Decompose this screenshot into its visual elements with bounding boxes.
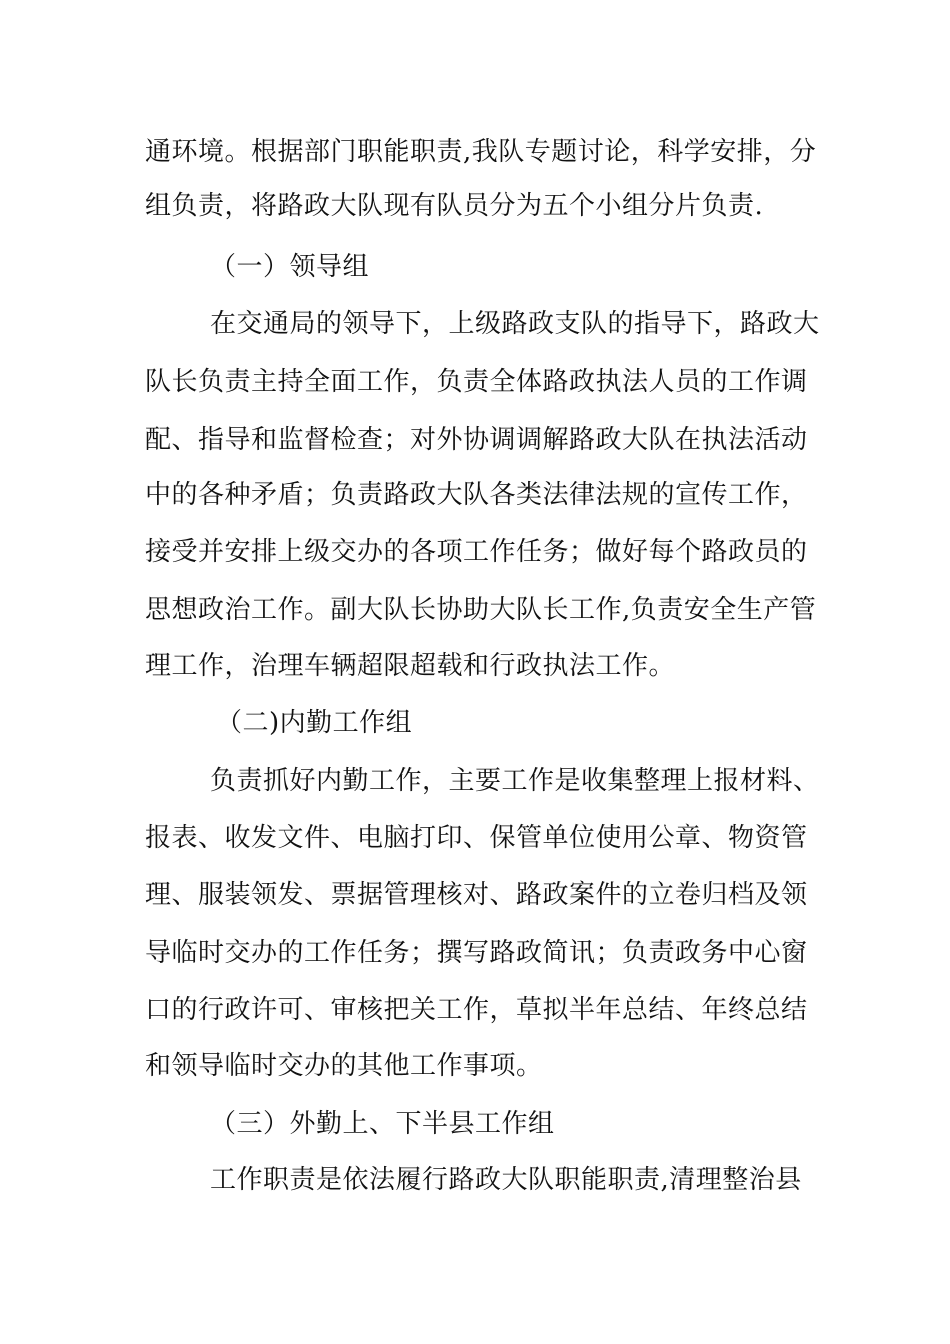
paragraph-line: 队长负责主持全面工作，负责全体路政执法人员的工作调	[145, 367, 808, 397]
paragraph-line: 中的各种矛盾；负责路政大队各类法律法规的宣传工作，	[145, 480, 808, 510]
paragraph-line: 报表、收发文件、电脑打印、保管单位使用公章、物资管	[145, 823, 808, 853]
paragraph-line: 通环境。根据部门职能职责,我队专题讨论，科学安排，分	[145, 137, 817, 167]
section-heading: （一）领导组	[210, 252, 370, 282]
paragraph-line: 理、服装领发、票据管理核对、路政案件的立卷归档及领	[145, 880, 808, 910]
paragraph-line: 配、指导和监督检查；对外协调调解路政大队在执法活动	[145, 425, 808, 455]
paragraph-line: 负责抓好内勤工作，主要工作是收集整理上报材料、	[210, 766, 820, 796]
paragraph-line: 导临时交办的工作任务；撰写路政简讯；负责政务中心窗	[145, 938, 808, 968]
paragraph-line: 组负责，将路政大队现有队员分为五个小组分片负责.	[145, 191, 764, 221]
paragraph-line: 在交通局的领导下，上级路政支队的指导下，路政大	[210, 309, 820, 339]
paragraph-line: 和领导临时交办的其他工作事项。	[145, 1051, 543, 1081]
section-heading: （三）外勤上、下半县工作组	[210, 1109, 555, 1139]
section-heading: （二)内勤工作组	[216, 708, 413, 738]
paragraph-line: 理工作，治理车辆超限超载和行政执法工作。	[145, 651, 676, 681]
paragraph-line: 工作职责是依法履行路政大队职能职责,清理整治县	[210, 1165, 802, 1195]
paragraph-line: 思想政治工作。副大队长协助大队长工作,负责安全生产管	[145, 595, 817, 625]
paragraph-line: 接受并安排上级交办的各项工作任务；做好每个路政员的	[145, 537, 808, 567]
paragraph-line: 口的行政许可、审核把关工作，草拟半年总结、年终总结	[145, 995, 808, 1025]
